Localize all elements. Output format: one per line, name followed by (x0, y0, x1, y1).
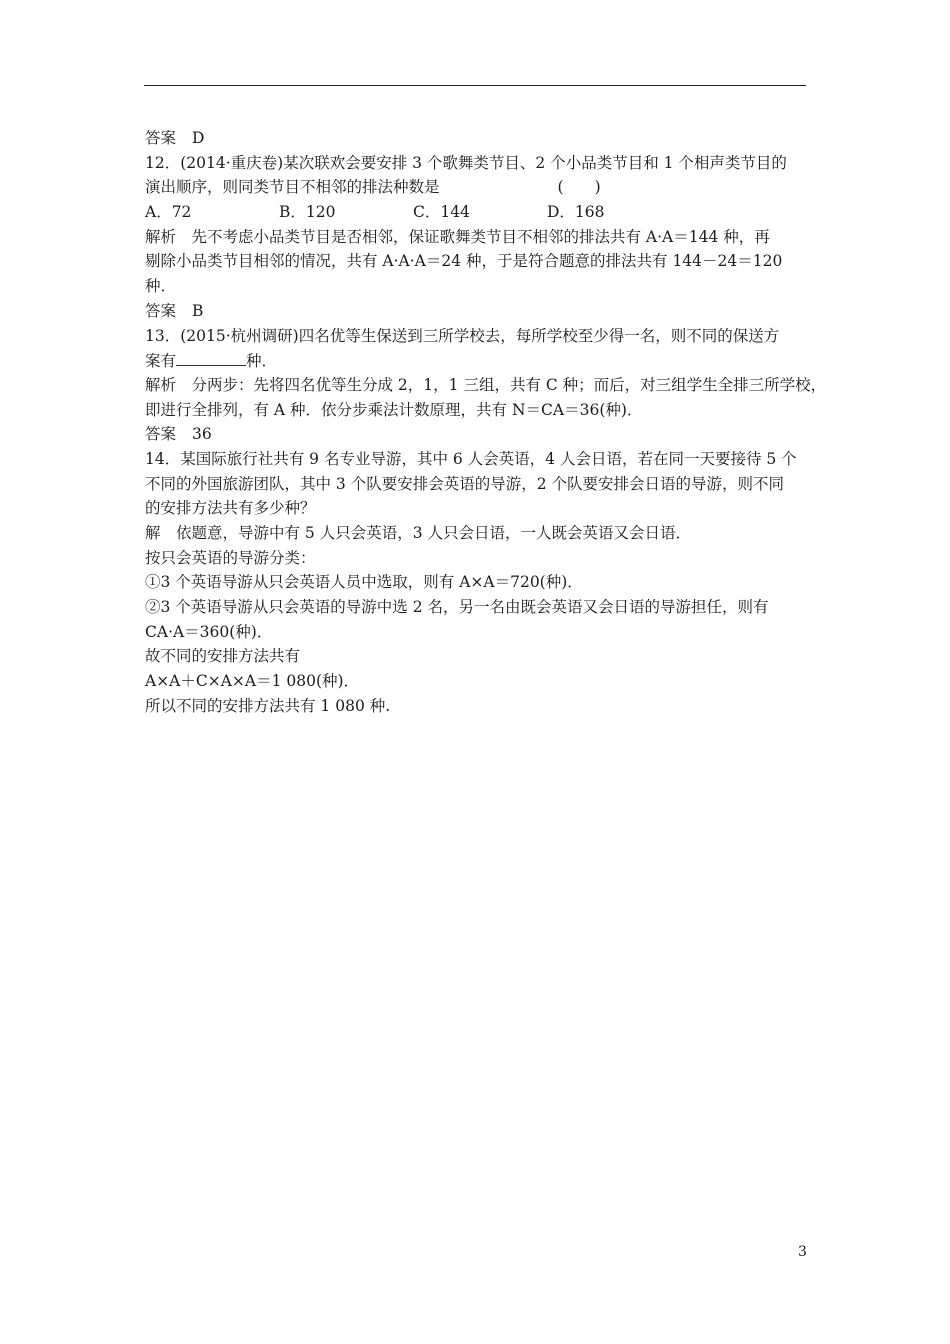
q14-solution-6: 故不同的安排方法共有 (145, 647, 301, 666)
q12-analysis-3: 种． (145, 277, 177, 296)
answer-parentheses: ( ) (557, 178, 601, 197)
q14-solution-2: 按只会英语的导游分类： (145, 548, 316, 567)
q12-analysis-1: 解析 先不考虑小品类节目是否相邻，保证歌舞类节目不相邻的排法共有 A·A＝144 种，再 (145, 227, 770, 246)
answer-label: 答案 (145, 301, 177, 320)
q12-answer-line (145, 299, 810, 324)
q14-solution-3: ①3 个英语导游从只会英语人员中选取，则有 A×A＝720(种)． (145, 573, 583, 592)
q12-line-1: 12．(2014·重庆卷)某次联欢会要安排 3 个歌舞类节目、2 个小品类节目和 1 个相声类节目的 (145, 153, 787, 172)
answer-label: 答案 (145, 129, 177, 147)
q13-analysis-1: 解析 分两步：先将四名优等生分成 2，1，1 三组，共有 C 种；而后，对三组学生全排三所学校， (145, 375, 827, 394)
q12-line-2 (145, 175, 810, 200)
q14-line-3: 的安排方法共有多少种？ (145, 499, 316, 518)
q14-solution-8: 所以不同的安排方法共有 1 080 种. (145, 696, 391, 715)
header-rule (144, 85, 806, 86)
q14-line-1: 14．某国际旅行社共有 9 名专业导游，其中 6 人会英语，4 人会日语，若在同一天要接待 5 个 (145, 449, 797, 468)
option-c: C．144 (413, 203, 470, 222)
q11-answer-line (145, 126, 810, 151)
q14-solution-1: 解 依题意，导游中有 5 人只会英语，3 人只会日语，一人既会英语又会日语． (145, 524, 692, 542)
q12-line-2-text: 演出顺序，则同类节目不相邻的排法种数是 (145, 178, 440, 197)
option-a: A．72 (145, 203, 192, 222)
q13-line-2-prefix: 案有 (145, 352, 177, 371)
answer-label: 答案 (145, 425, 177, 444)
q14-line-2: 不同的外国旅游团队，其中 3 个队要安排会英语的导游，2 个队要安排会日语的导游，则不同 (145, 474, 785, 493)
q14-solution-7: A×A＋C×A×A＝1 080(种)． (145, 672, 360, 691)
q13-line-2 (145, 348, 810, 373)
answer-value: D (192, 129, 205, 147)
q14-solution-4: ②3 个英语导游从只会英语的导游中选 2 名，另一名由既会英语又会日语的导游担任，则有 (145, 598, 769, 617)
q14-solution-5: CA·A＝360(种)． (145, 622, 273, 641)
q13-answer-line (145, 422, 810, 447)
fill-in-blank (176, 348, 246, 366)
q13-line-2-suffix: 种． (246, 352, 278, 371)
q12-analysis-2: 剔除小品类节目相邻的情况，共有 A·A·A＝24 种，于是符合题意的排法共有 144－24＝120 (145, 252, 783, 271)
option-b: B．120 (279, 203, 336, 222)
answer-value: B (192, 301, 204, 320)
q12-options (145, 200, 810, 225)
q13-line-1: 13．(2015·杭州调研)四名优等生保送到三所学校去，每所学校至少得一名，则不同的保送方 (145, 326, 780, 345)
page-number: 3 (798, 1244, 807, 1260)
q13-analysis-2: 即进行全排列，有 A 种．依分步乘法计数原理，共有 N＝CA＝36(种)． (145, 400, 643, 419)
document-body (145, 126, 827, 719)
option-d: D．168 (547, 203, 605, 222)
answer-value: 36 (192, 425, 212, 444)
